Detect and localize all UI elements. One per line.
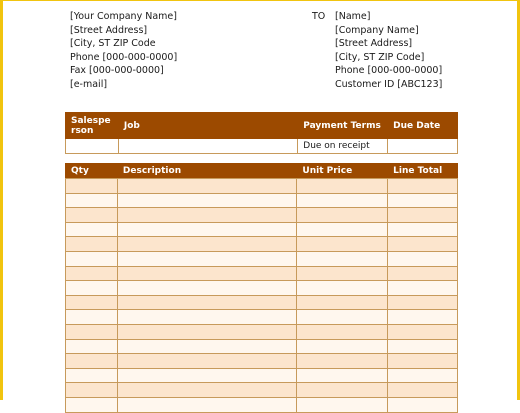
header-salesperson: Salesperson [66,113,119,139]
line-item-row [66,354,458,369]
recipient-address-block [335,10,442,92]
cell-due-date[interactable] [388,139,458,154]
sender-phone: Phone [000-000-0000] [70,51,178,63]
line-item-row [66,266,458,281]
cell-payment-terms[interactable]: Due on receipt [298,139,388,154]
cell-description[interactable] [117,324,297,339]
cell-line-total[interactable] [388,237,458,252]
cell-description[interactable] [117,383,297,398]
line-item-row [66,208,458,223]
line-item-row [66,368,458,383]
cell-qty[interactable] [66,193,118,208]
recipient-company: [Company Name] [335,24,419,36]
cell-line-total[interactable] [388,266,458,281]
cell-description[interactable] [117,310,297,325]
cell-qty[interactable] [66,354,118,369]
cell-unit-price[interactable] [297,295,388,310]
sender-fax: Fax [000-000-0000] [70,65,164,77]
cell-salesperson[interactable] [66,139,119,154]
header-description: Description [117,164,297,179]
cell-unit-price[interactable] [297,193,388,208]
cell-description[interactable] [117,354,297,369]
cell-qty[interactable] [66,179,118,194]
cell-unit-price[interactable] [297,310,388,325]
line-items-body [66,179,458,413]
sender-city: [City, ST ZIP Code [70,38,156,50]
header-unit-price: Unit Price [297,164,388,179]
header-job: Job [118,113,297,139]
job-details-header-row [66,113,458,139]
cell-line-total[interactable] [388,354,458,369]
line-item-row [66,222,458,237]
line-item-row [66,324,458,339]
cell-qty[interactable] [66,310,118,325]
cell-unit-price[interactable] [297,383,388,398]
line-item-row [66,310,458,325]
cell-line-total[interactable] [388,324,458,339]
sender-street: [Street Address] [70,24,148,36]
cell-unit-price[interactable] [297,251,388,266]
header-line-total: Line Total [388,164,458,179]
cell-line-total[interactable] [388,193,458,208]
to-label: TO [312,11,326,22]
cell-description[interactable] [117,251,297,266]
cell-description[interactable] [117,237,297,252]
cell-line-total[interactable] [388,222,458,237]
cell-line-total[interactable] [388,339,458,354]
cell-line-total[interactable] [388,251,458,266]
cell-line-total[interactable] [388,368,458,383]
cell-line-total[interactable] [388,383,458,398]
cell-description[interactable] [117,208,297,223]
cell-unit-price[interactable] [297,324,388,339]
cell-line-total[interactable] [388,295,458,310]
cell-unit-price[interactable] [297,339,388,354]
recipient-customer-id: Customer ID [ABC123] [335,78,443,90]
cell-line-total[interactable] [388,310,458,325]
cell-qty[interactable] [66,383,118,398]
line-item-row [66,281,458,296]
cell-unit-price[interactable] [297,179,388,194]
cell-unit-price[interactable] [297,266,388,281]
line-item-row [66,179,458,194]
cell-unit-price[interactable] [297,281,388,296]
cell-description[interactable] [117,339,297,354]
job-details-row [66,139,458,154]
cell-qty[interactable] [66,237,118,252]
cell-qty[interactable] [66,324,118,339]
cell-unit-price[interactable] [297,368,388,383]
cell-description[interactable] [117,222,297,237]
cell-qty[interactable] [66,208,118,223]
cell-qty[interactable] [66,222,118,237]
cell-line-total[interactable] [388,208,458,223]
recipient-phone: Phone [000-000-0000] [335,65,443,77]
header-qty: Qty [66,164,118,179]
cell-unit-price[interactable] [297,354,388,369]
cell-description[interactable] [117,266,297,281]
line-item-row [66,383,458,398]
cell-description[interactable] [117,179,297,194]
cell-unit-price[interactable] [297,208,388,223]
job-details-table [65,112,458,154]
line-item-row [66,339,458,354]
cell-line-total[interactable] [388,281,458,296]
cell-qty[interactable] [66,339,118,354]
cell-qty[interactable] [66,281,118,296]
line-items-table [65,163,458,413]
cell-job[interactable] [118,139,297,154]
cell-unit-price[interactable] [297,237,388,252]
recipient-name: [Name] [335,11,371,22]
cell-line-total[interactable] [388,179,458,194]
cell-description[interactable] [117,368,297,383]
recipient-street: [Street Address] [335,38,413,50]
cell-unit-price[interactable] [297,222,388,237]
recipient-city: [City, ST ZIP Code] [335,51,425,63]
cell-description[interactable] [117,295,297,310]
header-payment-terms: Payment Terms [298,113,388,139]
cell-qty[interactable] [66,266,118,281]
sender-email: [e-mail] [70,78,108,90]
cell-qty[interactable] [66,251,118,266]
line-item-row [66,237,458,252]
line-item-row [66,295,458,310]
cell-description[interactable] [117,281,297,296]
cell-qty[interactable] [66,295,118,310]
cell-description[interactable] [117,193,297,208]
line-item-row [66,193,458,208]
sender-company: [Your Company Name] [70,11,177,22]
line-item-row [66,251,458,266]
line-items-header-row [66,164,458,179]
sender-address-block [70,10,177,92]
header-due-date: Due Date [388,113,458,139]
cell-qty[interactable] [66,368,118,383]
